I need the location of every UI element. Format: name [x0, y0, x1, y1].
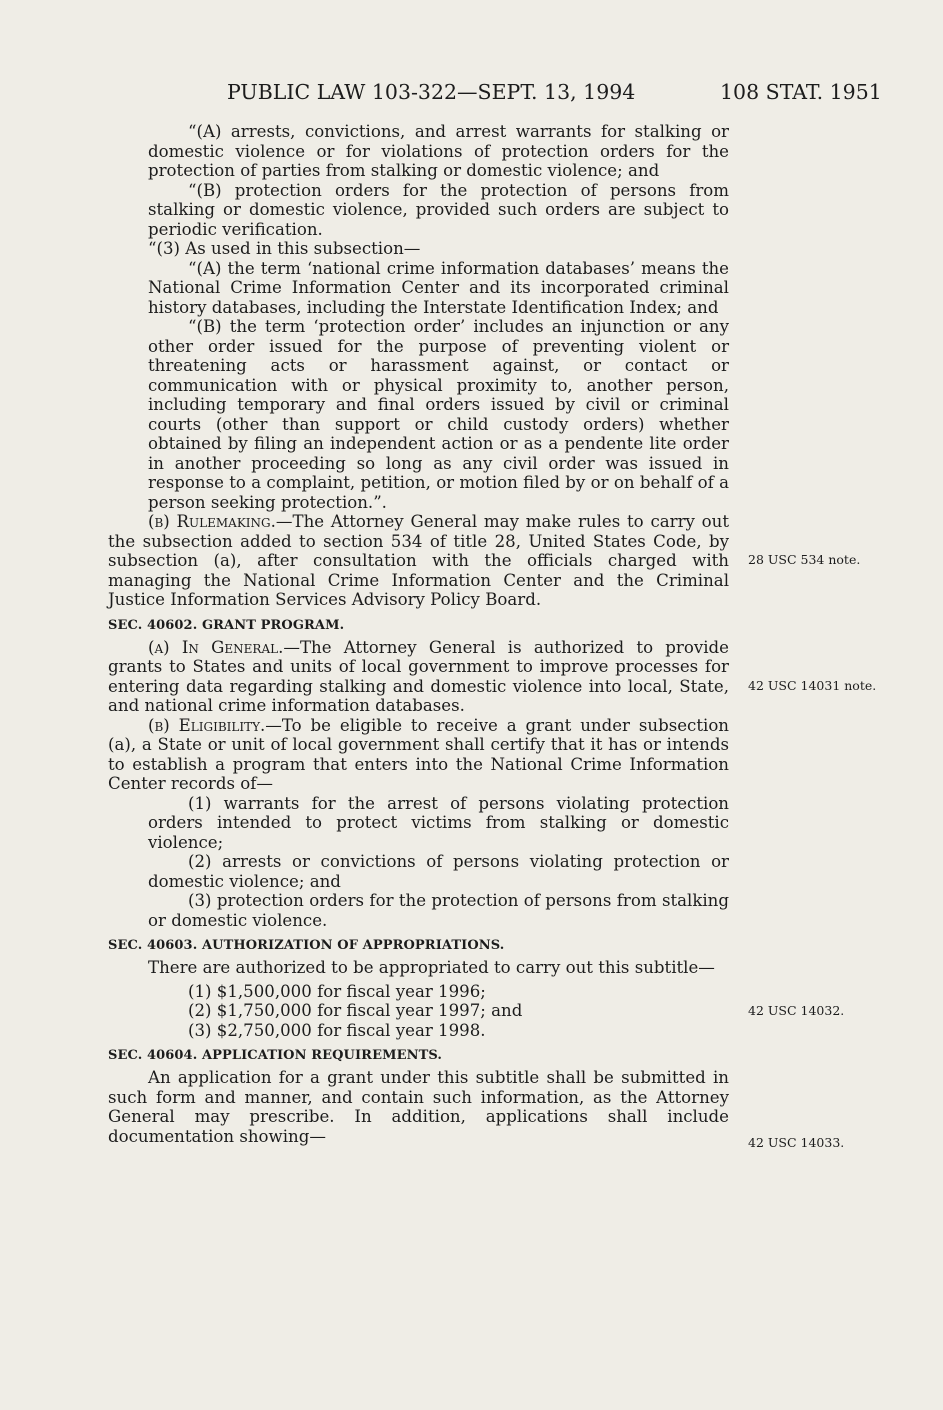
in-general-heading: (a) In General.	[148, 637, 284, 657]
paragraph-application: An application for a grant under this subtitle shall be submitted in such form and manner, and contain such information, as the Attorney General may prescribe. In addition, applications shall include documentation showing—	[108, 1068, 729, 1146]
page-header	[0, 80, 943, 110]
paragraph-authorization: There are authorized to be appropriated to carry out this subtitle—	[148, 958, 715, 977]
paragraph-3-definitions: “(3) As used in this subsection—	[148, 239, 421, 258]
paragraph-b-protection-order-term: “(B) the term ‘protection order’ includes an injunction or any other order issued for the purpose of preventing violent or threatening acts or harassment against, or contact or communication with or physical proximity to, another person, including temporary and final orders issued by civil or criminal courts (other than support or child custody orders) whether obtained by filing an independent action or as a pendente lite order in another proceeding so long as any civil order was issued in response to a complaint, petition, or motion filed by or on behalf of a person seeking protection.”.	[148, 317, 729, 512]
paragraph-b-protection-orders: “(B) protection orders for the protection of persons from stalking or domestic violence, provided such orders are subject to periodic verification.	[148, 180, 729, 239]
eligibility-text: —To be eligible to receive a grant under subsection (a), a State or unit of local government shall certify that it has or intends to establish a program that enters into the National Crime Information Center records of—	[108, 715, 729, 793]
body-text	[108, 122, 729, 1146]
margin-note-28-usc-534: 28 USC 534 note.	[748, 552, 861, 567]
margin-note-42-usc-14033: 42 USC 14033.	[748, 1135, 845, 1150]
section-40604-heading: SEC. 40604. APPLICATION REQUIREMENTS.	[108, 1048, 442, 1063]
paragraph-in-general	[108, 638, 729, 716]
appropriation-1998: (3) $2,750,000 for fiscal year 1998.	[188, 1020, 486, 1040]
section-40603-heading: SEC. 40603. AUTHORIZATION OF APPROPRIATIONS.	[108, 938, 505, 953]
appropriation-1997: (2) $1,750,000 for fiscal year 1997; and	[188, 1001, 523, 1020]
paragraph-rulemaking	[108, 512, 729, 610]
paragraph-1-warrants: (1) warrants for the arrest of persons violating protection orders intended to protect victims from stalking or domestic violence;	[148, 793, 729, 852]
section-40602-heading: SEC. 40602. GRANT PROGRAM.	[108, 617, 345, 633]
header-law-citation: PUBLIC LAW 103-322—SEPT. 13, 1994	[227, 80, 636, 104]
rulemaking-text: —The Attorney General may make rules to carry out the subsection added to section 534 of title 28, United States Code, by subsection (a), after consultation with the officials charged with managing the National Crime Information Center and the Criminal Justice Information Services Advisory Policy Board.	[108, 512, 729, 609]
margin-note-42-usc-14031: 42 USC 14031 note.	[748, 678, 877, 693]
eligibility-heading: (b) Eligibility.	[148, 715, 266, 735]
in-general-text: —The Attorney General is authorized to provide grants to States and units of local government to improve processes for entering data regarding stalking and domestic violence into local, State, and national crime information databases.	[108, 637, 729, 715]
header-page-number: 108 STAT. 1951	[720, 80, 882, 104]
margin-note-42-usc-14032: 42 USC 14032.	[748, 1003, 845, 1018]
paragraph-a-databases: “(A) the term ‘national crime information databases’ means the National Crime Information Center and its incorporated criminal history databases, including the Interstate Identification Index; and	[148, 258, 729, 317]
rulemaking-heading: (b) Rulemaking.	[148, 512, 276, 531]
paragraph-2-arrests: (2) arrests or convictions of persons violating protection or domestic violence; and	[148, 852, 729, 891]
paragraph-a-arrests: “(A) arrests, convictions, and arrest warrants for stalking or domestic violence or for violations of protection orders for the protection of parties from stalking or domestic violence; and	[148, 122, 729, 180]
appropriation-1996: (1) $1,500,000 for fiscal year 1996;	[188, 981, 486, 1001]
paragraph-3-protection-orders: (3) protection orders for the protection of persons from stalking or domestic violence.	[148, 891, 729, 930]
paragraph-eligibility	[108, 716, 729, 794]
